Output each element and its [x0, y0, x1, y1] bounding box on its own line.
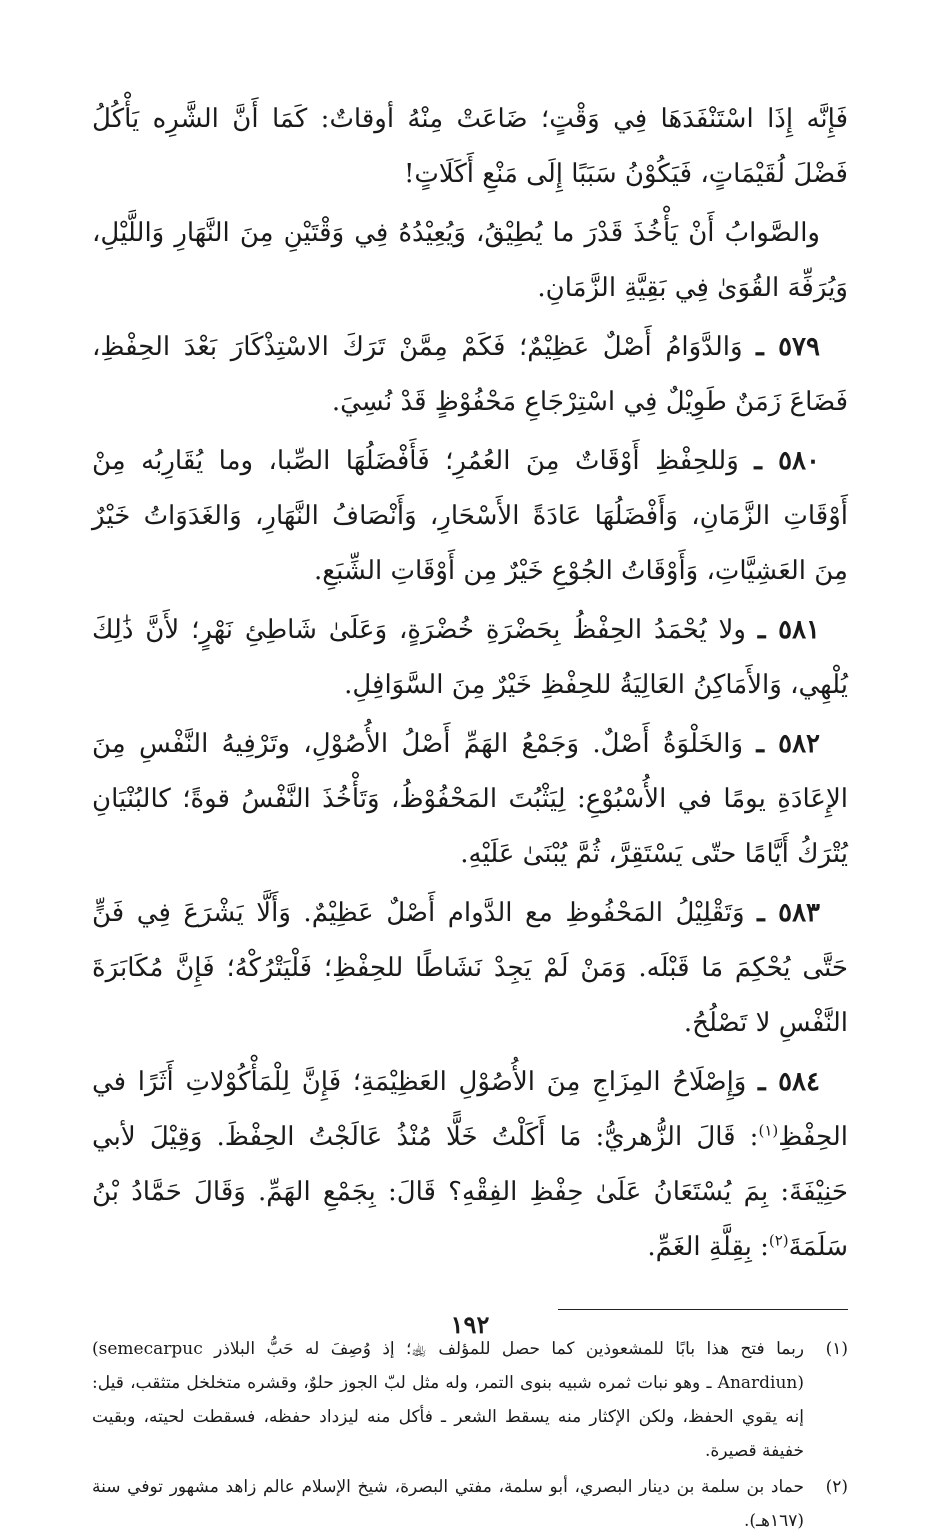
footnotes [92, 1332, 848, 1538]
footnote-number: (٢) [825, 1477, 848, 1497]
paragraph-text: وَإِصْلَاحُ المِزَاجِ مِنَ الأُصُوْلِ العَظِيْمَةِ؛ فَإِنَّ لِلْمَأْكُوْلاتِ أَثَرًا في الحِفْظِ [92, 1067, 848, 1152]
paragraph-text: ولا يُحْمَدُ الحِفْظُ بِحَضْرَةِ خُضْرَةٍ، وَعَلَىٰ شَاطِئِ نَهْرٍ؛ لأَنَّ ذَٰلِكَ يُلْهِي، وَالأَمَاكِنُ العَالِيَةُ للحِفْظِ خَيْرٌ مِنَ السَّوَافِلِ. [92, 615, 848, 700]
main-text [92, 92, 848, 1275]
footnote-reference-1[interactable]: (١) [758, 1121, 779, 1140]
paragraph-number: ٥٧٩ ـ [756, 332, 820, 362]
footnote-text-part: ربما فتح هذا بابًا للمشعوذين كما حصل للمؤلف ﵀؛ إذ وُصِفَ له حَبُّ البلاذر [214, 1339, 805, 1359]
paragraph-number: ٥٨٠ ـ [754, 446, 820, 476]
footnote-text-part: ـ وهو نبات ثمره شبيه بنوى التمر، وله مثل لبّ الجوز حلوٌ، وقشره متخلخل متثقب، قيل: إنه يقوي الحفظ، ولكن الإكثار منه يسقط الشعر ـ فأكل منه ليزداد حفظه، فسقطت لحيته، وبقيت خفيفة قصيرة. [92, 1373, 804, 1461]
footnote-text: حماد بن سلمة بن دينار البصري، أبو سلمة، مفتي البصرة، شيخ الإسلام عالم زاهد مشهور توفي سنة (١٦٧هـ). [92, 1477, 804, 1531]
paragraph-continuation [92, 92, 848, 202]
paragraph-581 [92, 603, 848, 713]
paragraph-correct-method [92, 206, 848, 316]
paragraph-text: وَللحِفْظِ أَوْقَاتٌ مِنَ العُمُرِ؛ فَأَفْضَلُهَا الصِّبا، وما يُقَارِبُه مِنْ أَوْقَاتِ الزَّمَانِ، وَأَفْضَلُهَا عَادَةً الأَسْحَارِ، وَأَنْصَافُ النَّهَارِ، وَالغَدَوَاتُ خَيْرٌ مِنَ العَشِيَّاتِ، وَأَوْقَاتُ الجُوْعِ خَيْرٌ مِن أَوْقَاتِ الشِّبَعِ. [92, 446, 848, 586]
paragraph-text: وَتَقْلِيْلُ المَحْفُوظِ مع الدَّوام أَصْلٌ عَظِيْمٌ. وَأَلَّا يَشْرَعَ فِي فَنٍّ حَتَّى يُحْكِمَ مَا قَبْلَه. وَمَنْ لَمْ يَجِدْ نَشَاطًا للحِفْظِ؛ فَلْيَتْرُكْهُ؛ فَإِنَّ مُكَابَرَةَ النَّفْسِ لا تَصْلُحُ. [92, 898, 848, 1038]
paragraph-579 [92, 320, 848, 430]
paragraph-text: وَالدَّوَامُ أَصْلٌ عَظِيْمٌ؛ فَكَمْ مِمَّنْ تَرَكَ الاسْتِذْكَارَ بَعْدَ الحِفْظِ، فَضَاعَ زَمَنٌ طَوِيْلٌ فِي اسْتِرْجَاعِ مَحْفُوْظٍ قَدْ نُسِيَ. [92, 332, 848, 417]
paragraph-text: : بِقِلَّةِ الغَمِّ. [647, 1232, 769, 1262]
paragraph-text: : قَالَ الزُّهريُّ: مَا أَكَلْتُ خَلًّا مُنْذُ عَالَجْتُ الحِفْظَ. وَقِيْلَ لأبي حَنِيْفَةَ: بِمَ يُسْتَعَانُ عَلَىٰ حِفْظِ الفِقْهِ؟ قَالَ: بِجَمْعِ الهَمِّ. وَقَالَ حَمَّادُ بْنُ سَلَمَةَ [92, 1122, 848, 1262]
footnote-number: (١) [825, 1339, 848, 1359]
paragraph-number: ٥٨٤ ـ [758, 1067, 820, 1097]
paragraph-text: والصَّوابُ أَنْ يَأْخُذَ قَدْرَ ما يُطِيْقُ، وَيُعِيْدُهُ فِي وَقْتَيْنِ مِنَ النَّهَارِ وَاللَّيْلِ، وَيُرَفِّهَ القُوَىٰ فِي بَقِيَّةِ الزَّمَانِ. [92, 218, 848, 303]
paragraph-582 [92, 717, 848, 882]
footnote-text [92, 1332, 804, 1468]
paragraph-number: ٥٨١ ـ [757, 615, 821, 645]
footnote-1 [92, 1332, 848, 1468]
paragraph-number: ٥٨٢ ـ [756, 729, 821, 759]
footnote-reference-2[interactable]: (٢) [768, 1231, 789, 1250]
paragraph-text: فَإِنَّه إِذَا اسْتَنْفَدَهَا فِي وَقْتٍ؛ ضَاعَتْ مِنْهُ أوقاتٌ: كَمَا أَنَّ الشَّرِه يَأْكُلُ فَضْلَ لُقَيْمَاتٍ، فَيَكُوْنُ سَبَبًا إِلَى مَنْعِ أَكَلَاتٍ! [92, 104, 848, 189]
paragraph-584 [92, 1055, 848, 1275]
paragraph-text: وَالخَلْوَةُ أَصْلٌ. وَجَمْعُ الهَمِّ أَصْلُ الأُصُوْلِ، وتَرْفِيهُ النَّفْسِ مِنَ الإِعَادَةِ يومًا في الأُسْبُوْعِ: لِيَثْبُتَ المَحْفُوْظُ، وَتَأْخُذَ النَّفْسُ قوةً؛ كالبُنْيَانِ يُتْرَكُ أَيَّامًا حتّى يَسْتَقِرَّ، ثُمَّ يُبْنَىٰ عَلَيْهِ. [92, 729, 848, 869]
footnote-latin-term: (semecarpuc Anardiun) [92, 1339, 805, 1393]
paragraph-number: ٥٨٣ ـ [757, 898, 821, 928]
page-number: ١٩٢ [450, 1310, 490, 1339]
footnote-2 [92, 1470, 848, 1538]
paragraph-583 [92, 886, 848, 1051]
paragraph-580 [92, 434, 848, 599]
